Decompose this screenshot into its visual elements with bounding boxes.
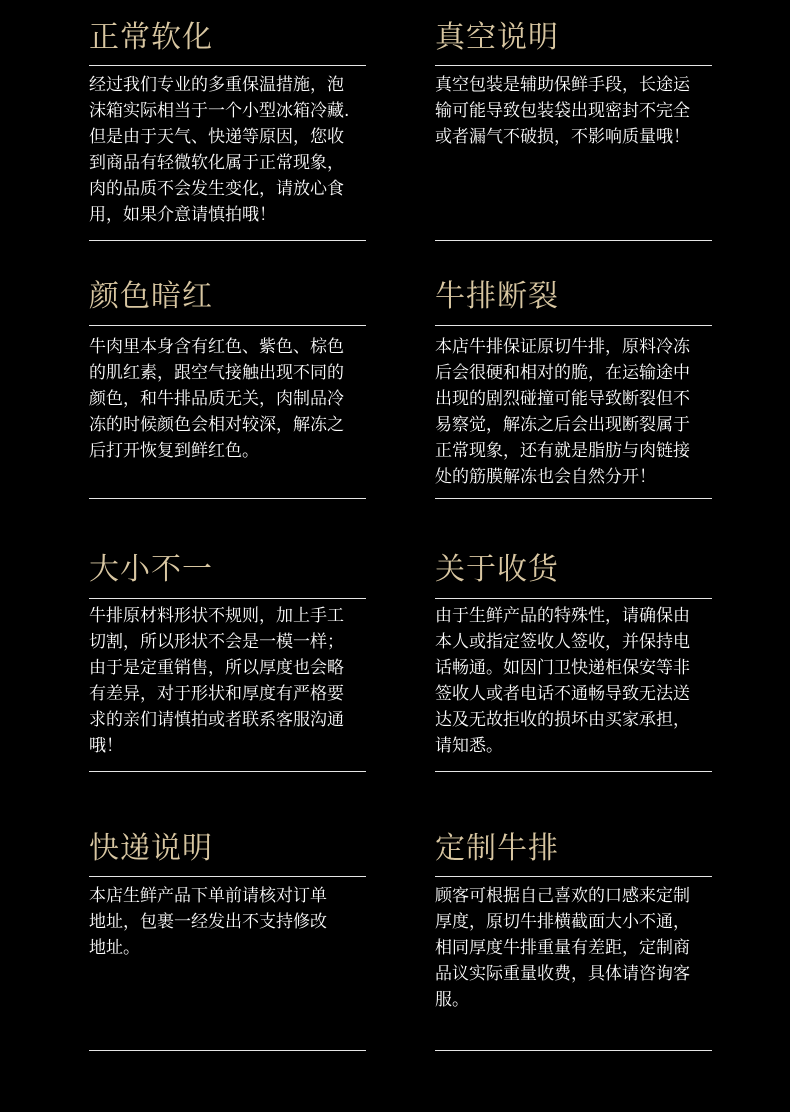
body-line: 处的筋膜解冻也会自然分开！	[435, 467, 656, 487]
body-line: 沫箱实际相当于一个小型冰箱冷藏.	[89, 101, 350, 121]
bottom-divider	[89, 1050, 366, 1051]
body-line: 肉的品质不会发生变化，请放心食	[89, 179, 344, 199]
body-line: 本店生鲜产品下单前请核对订单	[89, 886, 327, 906]
body-line: 真空包装是辅助保鲜手段，长途运	[435, 75, 690, 95]
body-line: 牛排原材料形状不规则，加上手工	[89, 606, 344, 626]
body-line: 顾客可根据自己喜欢的口感来定制	[435, 886, 690, 906]
body-line: 品议实际重量收费，具体请咨询客	[435, 964, 690, 984]
title-divider	[435, 598, 712, 599]
card-body	[89, 72, 379, 228]
card-body	[435, 72, 725, 150]
card-title: 正常软化	[89, 20, 213, 55]
title-divider	[89, 325, 366, 326]
body-line: 由于生鲜产品的特殊性，请确保由	[435, 606, 690, 626]
card-title: 真空说明	[435, 20, 559, 55]
card-body	[89, 883, 379, 961]
bottom-divider	[435, 771, 712, 772]
body-line: 地址，包裹一经发出不支持修改	[89, 912, 327, 932]
title-divider	[89, 65, 366, 66]
bottom-divider	[435, 1050, 712, 1051]
body-line: 哦！	[89, 736, 123, 756]
body-line: 后会很硬和相对的脆，在运输途中	[435, 363, 690, 383]
body-line: 由于是定重销售，所以厚度也会略	[89, 658, 344, 678]
card-body	[89, 334, 379, 464]
bottom-divider	[435, 240, 712, 241]
title-divider	[435, 65, 712, 66]
body-line: 有差异，对于形状和厚度有严格要	[89, 684, 344, 704]
body-line: 厚度，原切牛排横截面大小不通，	[435, 912, 690, 932]
body-line: 易察觉，解冻之后会出现断裂属于	[435, 415, 690, 435]
body-line: 话畅通。如因门卫快递柜保安等非	[435, 658, 690, 678]
body-line: 出现的剧烈碰撞可能导致断裂但不	[435, 389, 690, 409]
body-line: 的肌红素，跟空气接触出现不同的	[89, 363, 344, 383]
title-divider	[435, 325, 712, 326]
card-body	[435, 883, 725, 1013]
card-body	[435, 334, 725, 490]
card-title: 快递说明	[89, 831, 213, 866]
card-title: 颜色暗红	[89, 279, 213, 314]
card-title: 定制牛排	[435, 831, 559, 866]
card-title: 关于收货	[435, 552, 559, 587]
body-line: 达及无故拒收的损坏由买家承担，	[435, 710, 690, 730]
title-divider	[89, 876, 366, 877]
body-line: 或者漏气不破损，不影响质量哦！	[435, 127, 690, 147]
body-line: 地址。	[89, 938, 140, 958]
card-body	[435, 603, 725, 759]
body-line: 相同厚度牛排重量有差距，定制商	[435, 938, 690, 958]
body-line: 切割，所以形状不会是一模一样；	[89, 632, 344, 652]
body-line: 经过我们专业的多重保温措施，泡	[89, 75, 344, 95]
body-line: 本人或指定签收人签收，并保持电	[435, 632, 690, 652]
body-line: 本店牛排保证原切牛排，原料冷冻	[435, 337, 690, 357]
body-line: 冻的时候颜色会相对较深，解冻之	[89, 415, 344, 435]
body-line: 颜色，和牛排品质无关，肉制品冷	[89, 389, 344, 409]
body-line: 但是由于天气、快递等原因，您收	[89, 127, 344, 147]
body-line: 后打开恢复到鲜红色。	[89, 441, 259, 461]
card-title: 牛排断裂	[435, 279, 559, 314]
body-line: 用，如果介意请慎拍哦！	[89, 205, 276, 225]
body-line: 签收人或者电话不通畅导致无法送	[435, 684, 690, 704]
body-line: 输可能导致包装袋出现密封不完全	[435, 101, 690, 121]
bottom-divider	[89, 771, 366, 772]
title-divider	[89, 598, 366, 599]
card-body	[89, 603, 379, 759]
body-line: 正常现象，还有就是脂肪与肉链接	[435, 441, 690, 461]
body-line: 牛肉里本身含有红色、紫色、棕色	[89, 337, 344, 357]
card-title: 大小不一	[89, 552, 213, 587]
title-divider	[435, 876, 712, 877]
body-line: 求的亲们请慎拍或者联系客服沟通	[89, 710, 344, 730]
body-line: 请知悉。	[435, 736, 503, 756]
body-line: 到商品有轻微软化属于正常现象，	[89, 153, 344, 173]
body-line: 服。	[435, 990, 469, 1010]
bottom-divider	[89, 240, 366, 241]
bottom-divider	[89, 498, 366, 499]
bottom-divider	[435, 498, 712, 499]
